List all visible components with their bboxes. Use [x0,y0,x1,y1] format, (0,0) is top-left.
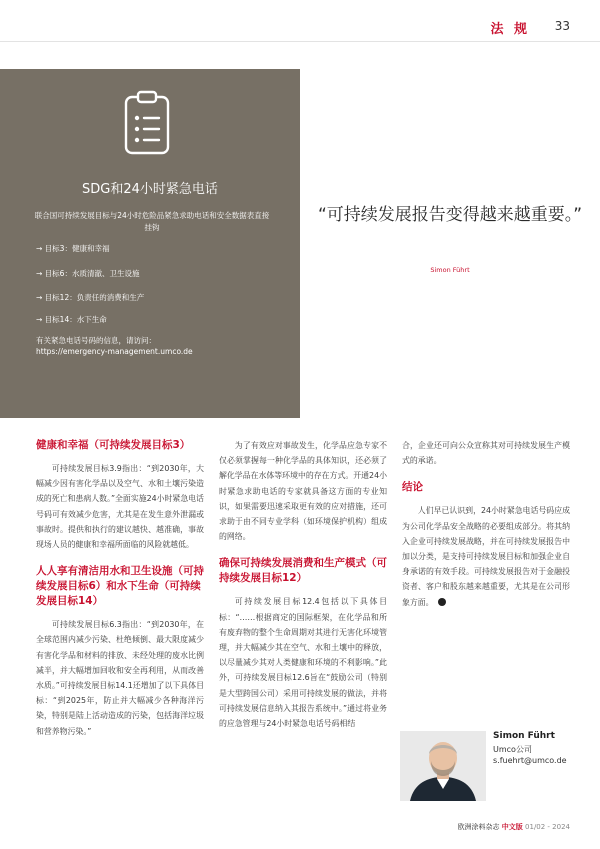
article-column-2 [219,438,387,731]
goal-item: → 目标14：水下生命 [36,315,107,324]
author-company: Umco公司 [493,745,532,754]
paragraph: 合，企业还可向公众宣称其对可持续发展生产模式的承诺。 [402,441,570,466]
edition-label: 中文版 [501,823,523,831]
section-title: 法 规 [490,22,530,37]
heading-consumption: 确保可持续发展消费和生产模式（可持续发展目标12） [219,557,387,585]
clipboard-list-icon [122,88,172,158]
author-email[interactable]: s.fuehrt@umco.de [493,756,567,765]
paragraph: 可持续发展目标3.9指出：“到2030年，大幅减少因有害化学品以及空气、水和土壤污染造成的死亡和患病人数。”全面实施24小时紧急电话号码可有效减少危害，尤其是在发生意外泄漏或事故时。提供和执行的建议越快、越准确，事故现场人员的健康和幸福所面临的风险就越低。 [36,464,204,550]
box-info-text: 有关紧急电话号码的信息，请访问： [36,336,156,345]
box-title: SDG和24小时紧急电话 [82,182,218,197]
heading-health: 健康和幸福（可持续发展目标3） [36,439,191,451]
goal-item: → 目标6：水质清澈、卫生设施 [36,269,140,278]
article-column-3 [402,438,570,610]
paragraph [402,503,570,609]
box-subtitle: 联合国可持续发展目标与24小时危险品紧急求助电话和安全数据表直接挂钩 [34,211,270,232]
author-portrait [400,731,486,801]
paragraph: 可持续发展目标12.4包括以下具体目标：“……根据商定的国际框架，在化学品和所有废弃物的整个生命周期对其进行无害化环境管理，并大幅减少其在空气、水和土壤中的释放，以尽量减少其对人类健康和环境的不利影响。”此外，可持续发展目标12.6旨在“鼓励公司（特别是大型跨国公司）采用可持续发展的做法，并将可持续发展信息纳入其报告系统中。”通过将业务的应急管理与24小时紧急电话号码相结 [219,597,387,729]
end-mark-icon: ❮ [438,598,446,606]
heading-water: 人人享有清洁用水和卫生设施（可持续发展目标6）和水下生命（可持续发展目标14） [36,565,204,608]
article-column-1 [36,438,204,739]
paragraph: 可持续发展目标6.3指出：“到2030年，在全球范围内减少污染、杜绝倾倒、最大限度减少有害化学品和材料的排放、未经处理的废水比例减半，并大幅增加回收和安全再利用，从而改善水质。”可持续发展目标14.1还增加了以下具体目标：“到2025年，防止并大幅减少各种海洋污染，特别是陆上活动造成的污染，包括海洋垃圾和营养物污染。” [36,620,204,736]
magazine-name: 欧洲涂料杂志 [457,823,500,831]
goal-item: → 目标12：负责任的消费和生产 [36,293,145,302]
author-name: Simon Führt [493,731,555,741]
issue-label: 01/02 - 2024 [525,823,570,831]
goal-item: → 目标3：健康和幸福 [36,244,110,253]
page-footer [458,822,570,832]
emergency-link[interactable]: https://emergency-management.umco.de [36,347,193,356]
paragraph-text: 人们早已认识到，24小时紧急电话号码应成为公司化学品安全战略的必要组成部分。将其纳入企业可持续发展战略，并在可持续发展报告中加以分类，是支持可持续发展目标和加强企业自身承诺的有效手段。可持续发展报告对于金融投资者、客户和股东越来越重要，尤其是在公司形象方面。 [402,506,570,607]
pull-quote: “可持续发展报告变得越来越重要。” [317,205,583,225]
heading-conclusion: 结论 [402,481,423,494]
page-number: 33 [554,19,570,33]
header-divider [0,41,600,42]
paragraph: 为了有效应对事故发生，化学品应急专家不仅必须掌握每一种化学品的具体知识，还必须了解化学品在水体等环境中的存在方式。开通24小时紧急求助电话的专家就具备这方面的专业知识，如果需要迅速采取更有效的应对措施，还可求助于由不同专业学科（如环境保护机构）组成的网络。 [219,441,387,542]
quote-author: Simon Führt [430,266,470,274]
